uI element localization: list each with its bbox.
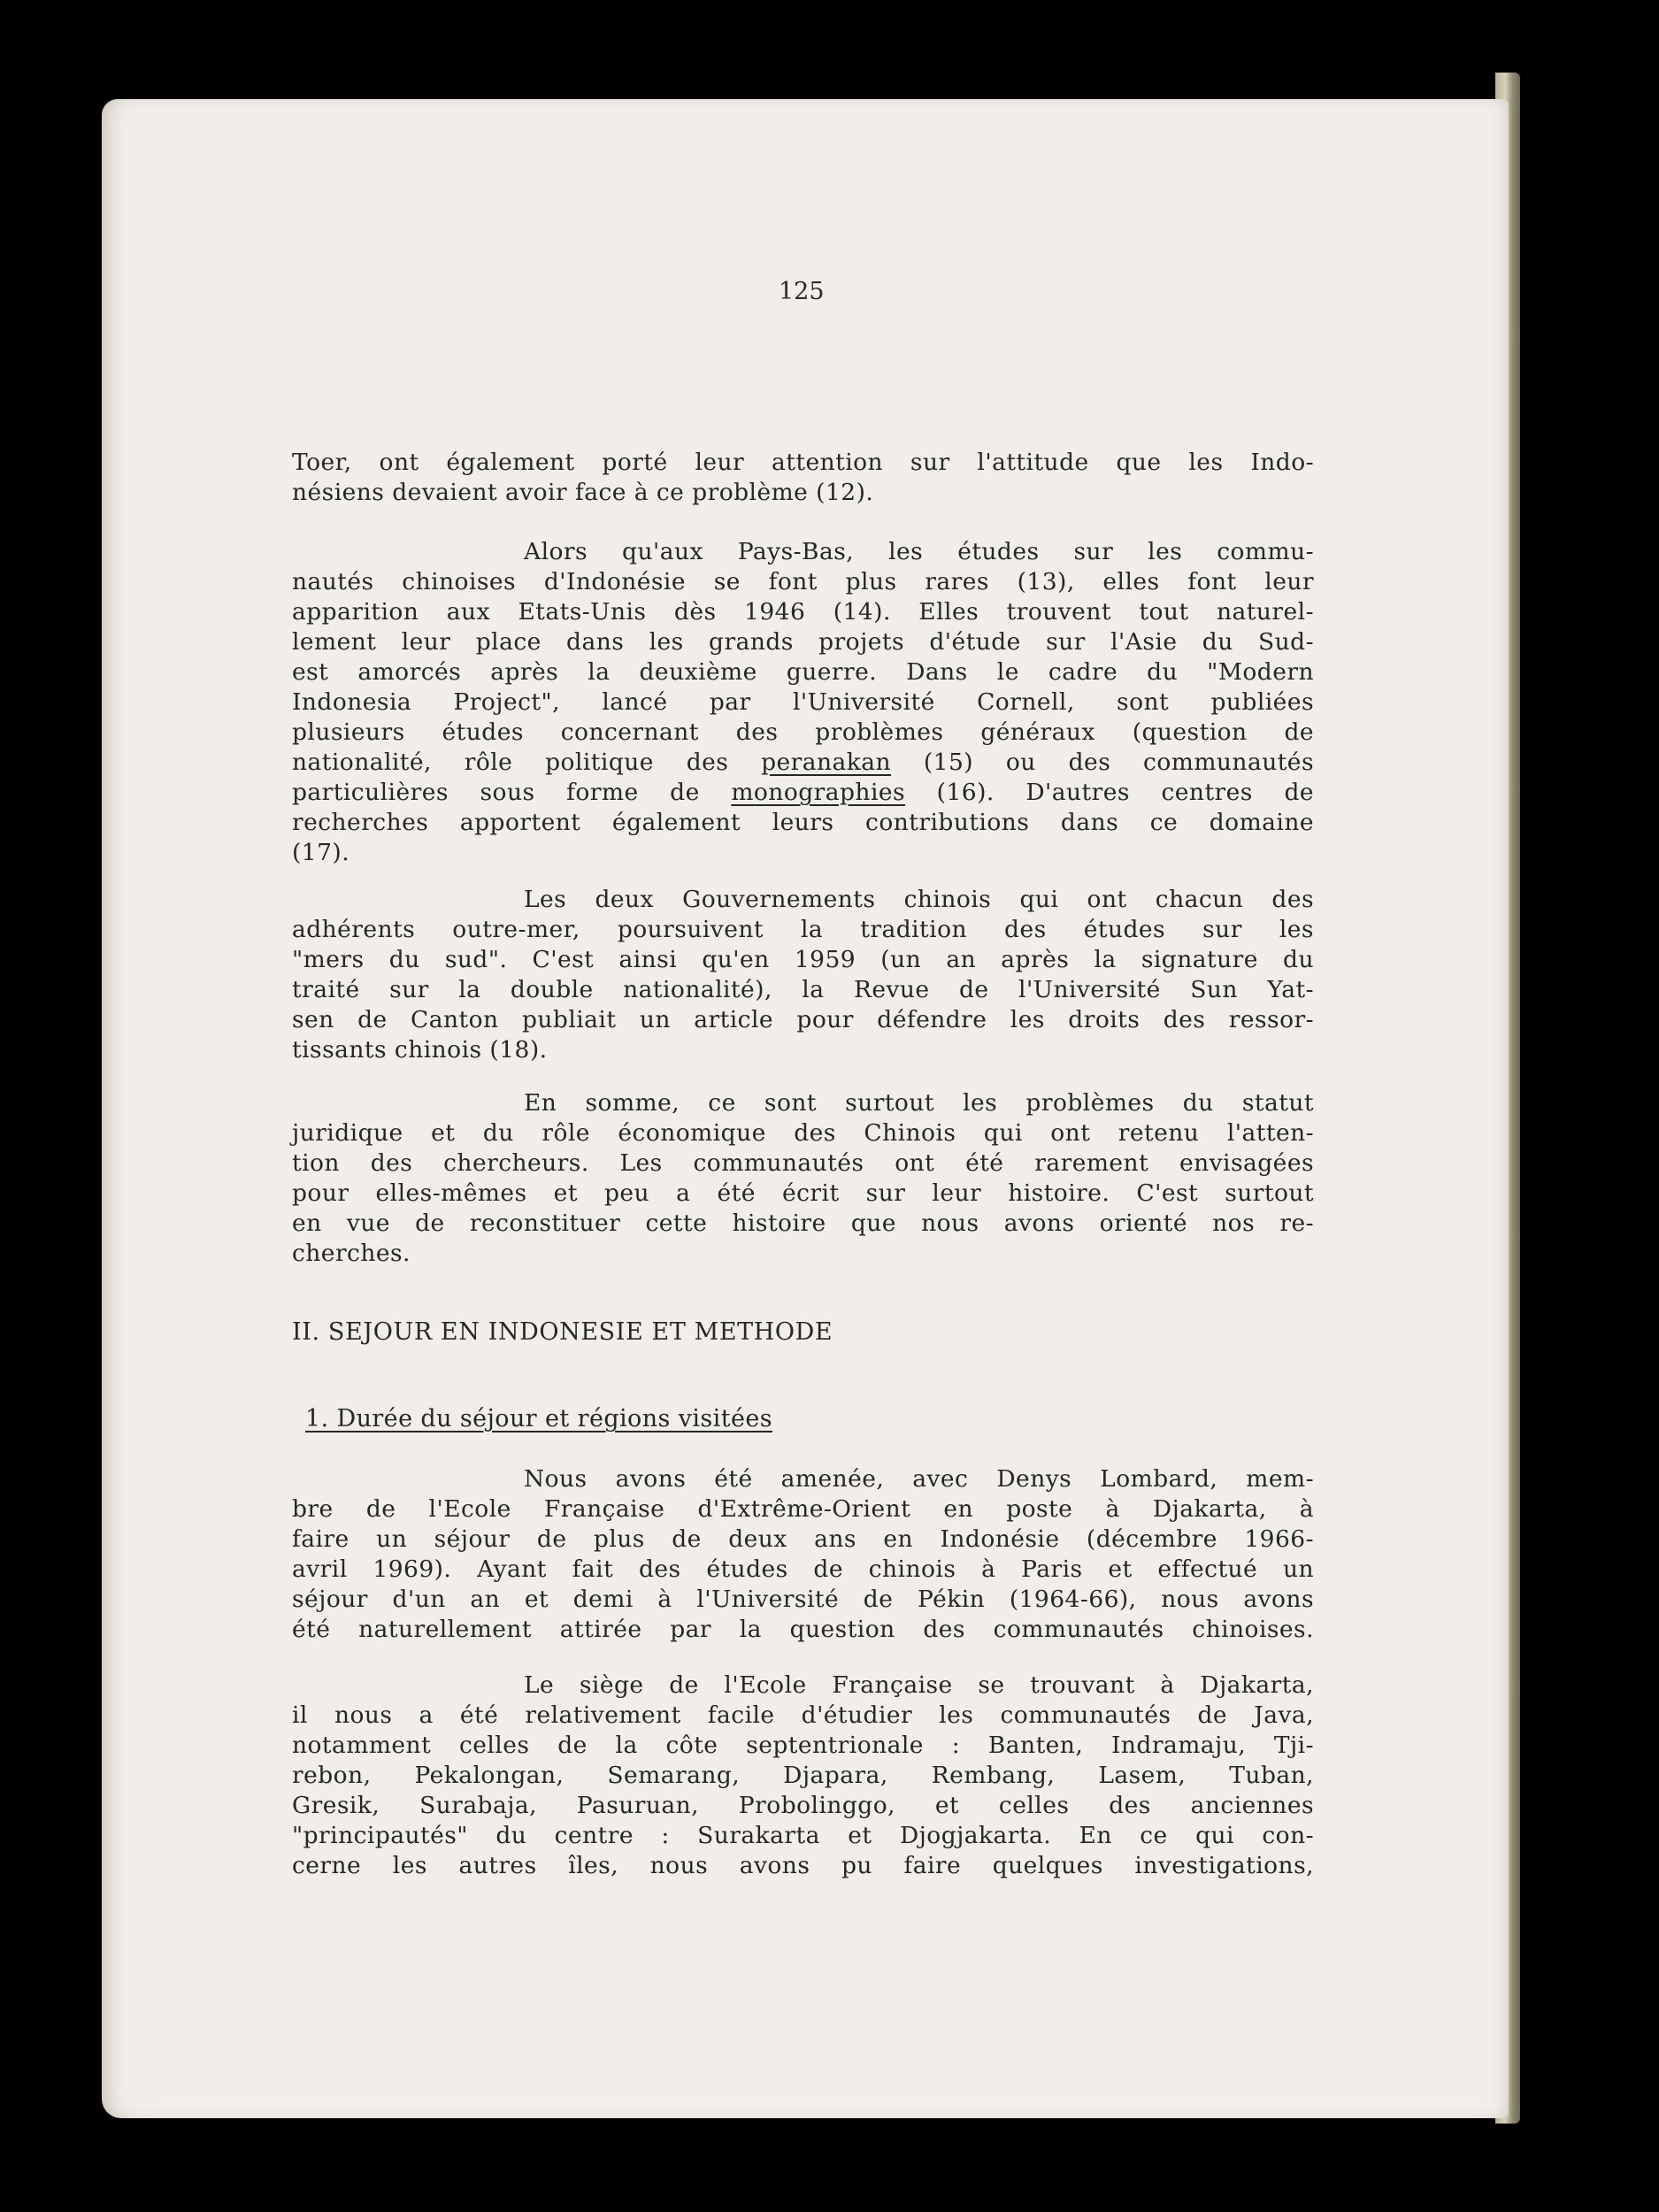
text-line: sen de Canton publiait un article pour défendre les droits des ressor- — [292, 1006, 1314, 1033]
text-line: En somme, ce sont surtout les problèmes du statut — [524, 1089, 1314, 1117]
text-line: plusieurs études concernant des problèmes généraux (question de — [292, 718, 1314, 746]
text-line: lement leur place dans les grands projets d'étude sur l'Asie du Sud- — [292, 628, 1314, 656]
text-line: "mers du sud". C'est ainsi qu'en 1959 (un an après la signature du — [292, 946, 1314, 973]
text-line — [292, 778, 1314, 808]
text-line: recherches apportent également leurs contributions dans ce domaine — [292, 809, 1314, 836]
text-line: cerne les autres îles, nous avons pu faire quelques investigations, — [292, 1852, 1314, 1879]
text-line: Le siège de l'Ecole Française se trouvant à Djakarta, — [524, 1671, 1314, 1699]
text-line: en vue de reconstituer cette histoire que nous avons orienté nos re- — [292, 1210, 1314, 1237]
paragraph-6 — [292, 1671, 1314, 1881]
text-line: traité sur la double nationalité), la Revue de l'Université Sun Yat- — [292, 976, 1314, 1003]
line-segment: particulières sous forme de — [292, 779, 732, 806]
paragraph-5 — [292, 1464, 1314, 1645]
text-line: Les deux Gouvernements chinois qui ont chacun des — [524, 886, 1314, 913]
text-line: (17). — [292, 839, 350, 866]
text-line: apparition aux Etats-Unis dès 1946 (14). Elles trouvent tout naturel- — [292, 598, 1314, 626]
text-line: Alors qu'aux Pays-Bas, les études sur les commu- — [524, 538, 1314, 565]
text-line: nautés chinoises d'Indonésie se font plus rares (13), elles font leur — [292, 568, 1314, 595]
text-line: séjour d'un an et demi à l'Université de Pékin (1964-66), nous avons — [292, 1586, 1314, 1613]
section-heading: II. SEJOUR EN INDONESIE ET METHODE — [292, 1318, 833, 1346]
paragraph-4 — [292, 1088, 1314, 1269]
text-line: Nous avons été amenée, avec Denys Lombard, mem- — [524, 1465, 1314, 1493]
text-line: avril 1969). Ayant fait des études de chinois à Paris et effectué un — [292, 1555, 1314, 1583]
text-line: été naturellement attirée par la question des communautés chinoises. — [292, 1616, 1314, 1643]
text-line: tion des chercheurs. Les communautés ont été rarement envisagées — [292, 1149, 1314, 1177]
text-line — [292, 748, 1314, 778]
text-line: Gresik, Surabaja, Pasuruan, Probolinggo, et celles des anciennes — [292, 1792, 1314, 1819]
text-line: Toer, ont également porté leur attention sur l'attitude que les Indo- — [292, 449, 1314, 476]
page-number: 125 — [779, 278, 825, 305]
underlined-term: peranakan — [761, 749, 892, 776]
text-line: Indonesia Project", lancé par l'Université Cornell, sont publiées — [292, 688, 1314, 716]
text-line: rebon, Pekalongan, Semarang, Djapara, Rembang, Lasem, Tuban, — [292, 1762, 1314, 1789]
line-segment: (16). D'autres centres de — [905, 779, 1314, 806]
paragraph-3 — [292, 885, 1314, 1065]
text-line: notamment celles de la côte septentrionale : Banten, Indramaju, Tji- — [292, 1732, 1314, 1759]
text-line: tissants chinois (18). — [292, 1036, 548, 1064]
subsection-heading: 1. Durée du séjour et régions visitées — [305, 1405, 772, 1432]
text-line: nésiens devaient avoir face à ce problème (12). — [292, 479, 874, 506]
text-line: adhérents outre-mer, poursuivent la tradition des études sur les — [292, 916, 1314, 943]
text-line: est amorcés après la deuxième guerre. Dans le cadre du "Modern — [292, 658, 1314, 686]
paragraph-2 — [292, 537, 1314, 868]
underlined-term: monographies — [731, 779, 906, 806]
text-line: bre de l'Ecole Française d'Extrême-Orient en poste à Djakarta, à — [292, 1495, 1314, 1523]
text-line: "principautés" du centre : Surakarta et Djogjakarta. En ce qui con- — [292, 1822, 1314, 1849]
text-line: il nous a été relativement facile d'étudier les communautés de Java, — [292, 1701, 1314, 1729]
paragraph-1 — [292, 448, 1314, 508]
text-line: cherches. — [292, 1240, 411, 1267]
text-line: pour elles-mêmes et peu a été écrit sur leur histoire. C'est surtout — [292, 1179, 1314, 1207]
line-segment: nationalité, rôle politique des — [292, 749, 762, 776]
line-segment: (15) ou des communautés — [891, 749, 1314, 776]
text-line: juridique et du rôle économique des Chinois qui ont retenu l'atten- — [292, 1119, 1314, 1147]
text-line: faire un séjour de plus de deux ans en Indonésie (décembre 1966- — [292, 1525, 1314, 1553]
